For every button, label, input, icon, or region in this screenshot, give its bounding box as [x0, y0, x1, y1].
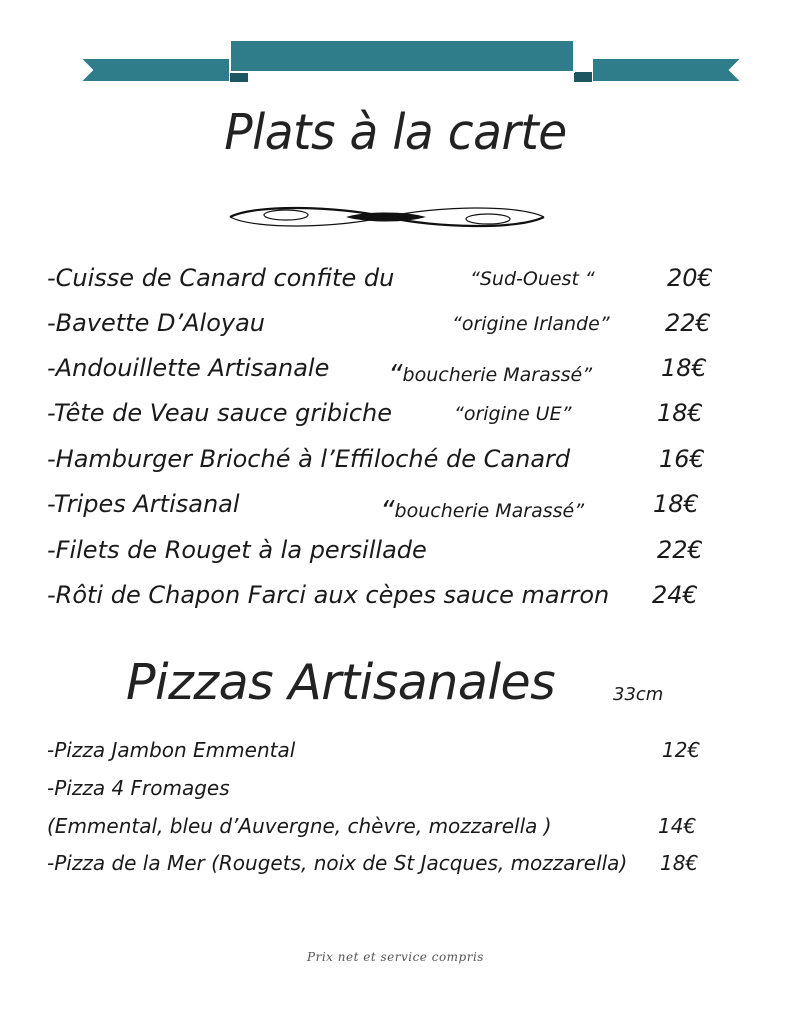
dish-name: -Cuisse de Canard confite du — [47, 264, 395, 292]
pizza-name: -Pizza 4 Fromages — [47, 776, 230, 800]
list-item — [0, 445, 791, 479]
ribbon-banner — [80, 38, 742, 84]
pizza-price: 18€ — [660, 851, 699, 875]
list-item — [0, 536, 791, 570]
dish-price: 22€ — [657, 536, 703, 564]
dish-price: 18€ — [661, 354, 707, 382]
list-item — [0, 354, 791, 391]
list-item — [0, 776, 791, 804]
dish-origin: “origine UE” — [454, 403, 572, 425]
dish-origin-quote: “ — [388, 358, 403, 391]
dish-origin: “Sud-Ouest “ — [470, 268, 595, 290]
dish-origin: boucherie Marassé” — [394, 500, 585, 522]
dish-origin: boucherie Marassé” — [402, 364, 593, 386]
dish-name: -Tête de Veau sauce gribiche — [47, 399, 392, 427]
pizza-name: (Emmental, bleu d’Auvergne, chèvre, mozzarella ) — [47, 814, 552, 838]
dish-price: 24€ — [652, 581, 698, 609]
dish-price: 22€ — [665, 309, 711, 337]
pizza-price: 12€ — [662, 738, 701, 762]
dish-price: 16€ — [659, 445, 705, 473]
dish-name: -Bavette D’Aloyau — [47, 309, 266, 337]
list-item — [0, 490, 791, 527]
dish-name: -Andouillette Artisanale — [47, 354, 330, 382]
pizza-price: 14€ — [658, 814, 697, 838]
list-item — [0, 264, 791, 298]
dish-origin: “origine Irlande” — [452, 313, 610, 335]
pizza-name: -Pizza de la Mer (Rougets, noix de St Jacques, mozzarella) — [47, 851, 628, 875]
dish-name: -Hamburger Brioché à l’Effiloché de Canard — [47, 445, 571, 473]
pizza-size: 33cm — [613, 684, 664, 705]
flourish-divider — [226, 202, 548, 232]
dish-price: 18€ — [653, 490, 699, 518]
list-item — [0, 851, 791, 879]
dish-name: -Tripes Artisanal — [47, 490, 240, 518]
footer-note: Prix net et service compris — [307, 950, 484, 964]
dish-price: 20€ — [667, 264, 713, 292]
section-title: Pizzas Artisanales — [126, 654, 556, 711]
page-title: Plats à la carte — [224, 104, 567, 161]
list-item — [0, 309, 791, 343]
list-item — [0, 738, 791, 766]
dish-name: -Rôti de Chapon Farci aux cèpes sauce marron — [47, 581, 610, 609]
list-item — [0, 399, 791, 433]
dish-name: -Filets de Rouget à la persillade — [47, 536, 427, 564]
pizza-name: -Pizza Jambon Emmental — [47, 738, 296, 762]
list-item — [0, 581, 791, 615]
dish-price: 18€ — [657, 399, 703, 427]
list-item — [0, 814, 791, 842]
dish-origin-quote: “ — [380, 494, 395, 527]
